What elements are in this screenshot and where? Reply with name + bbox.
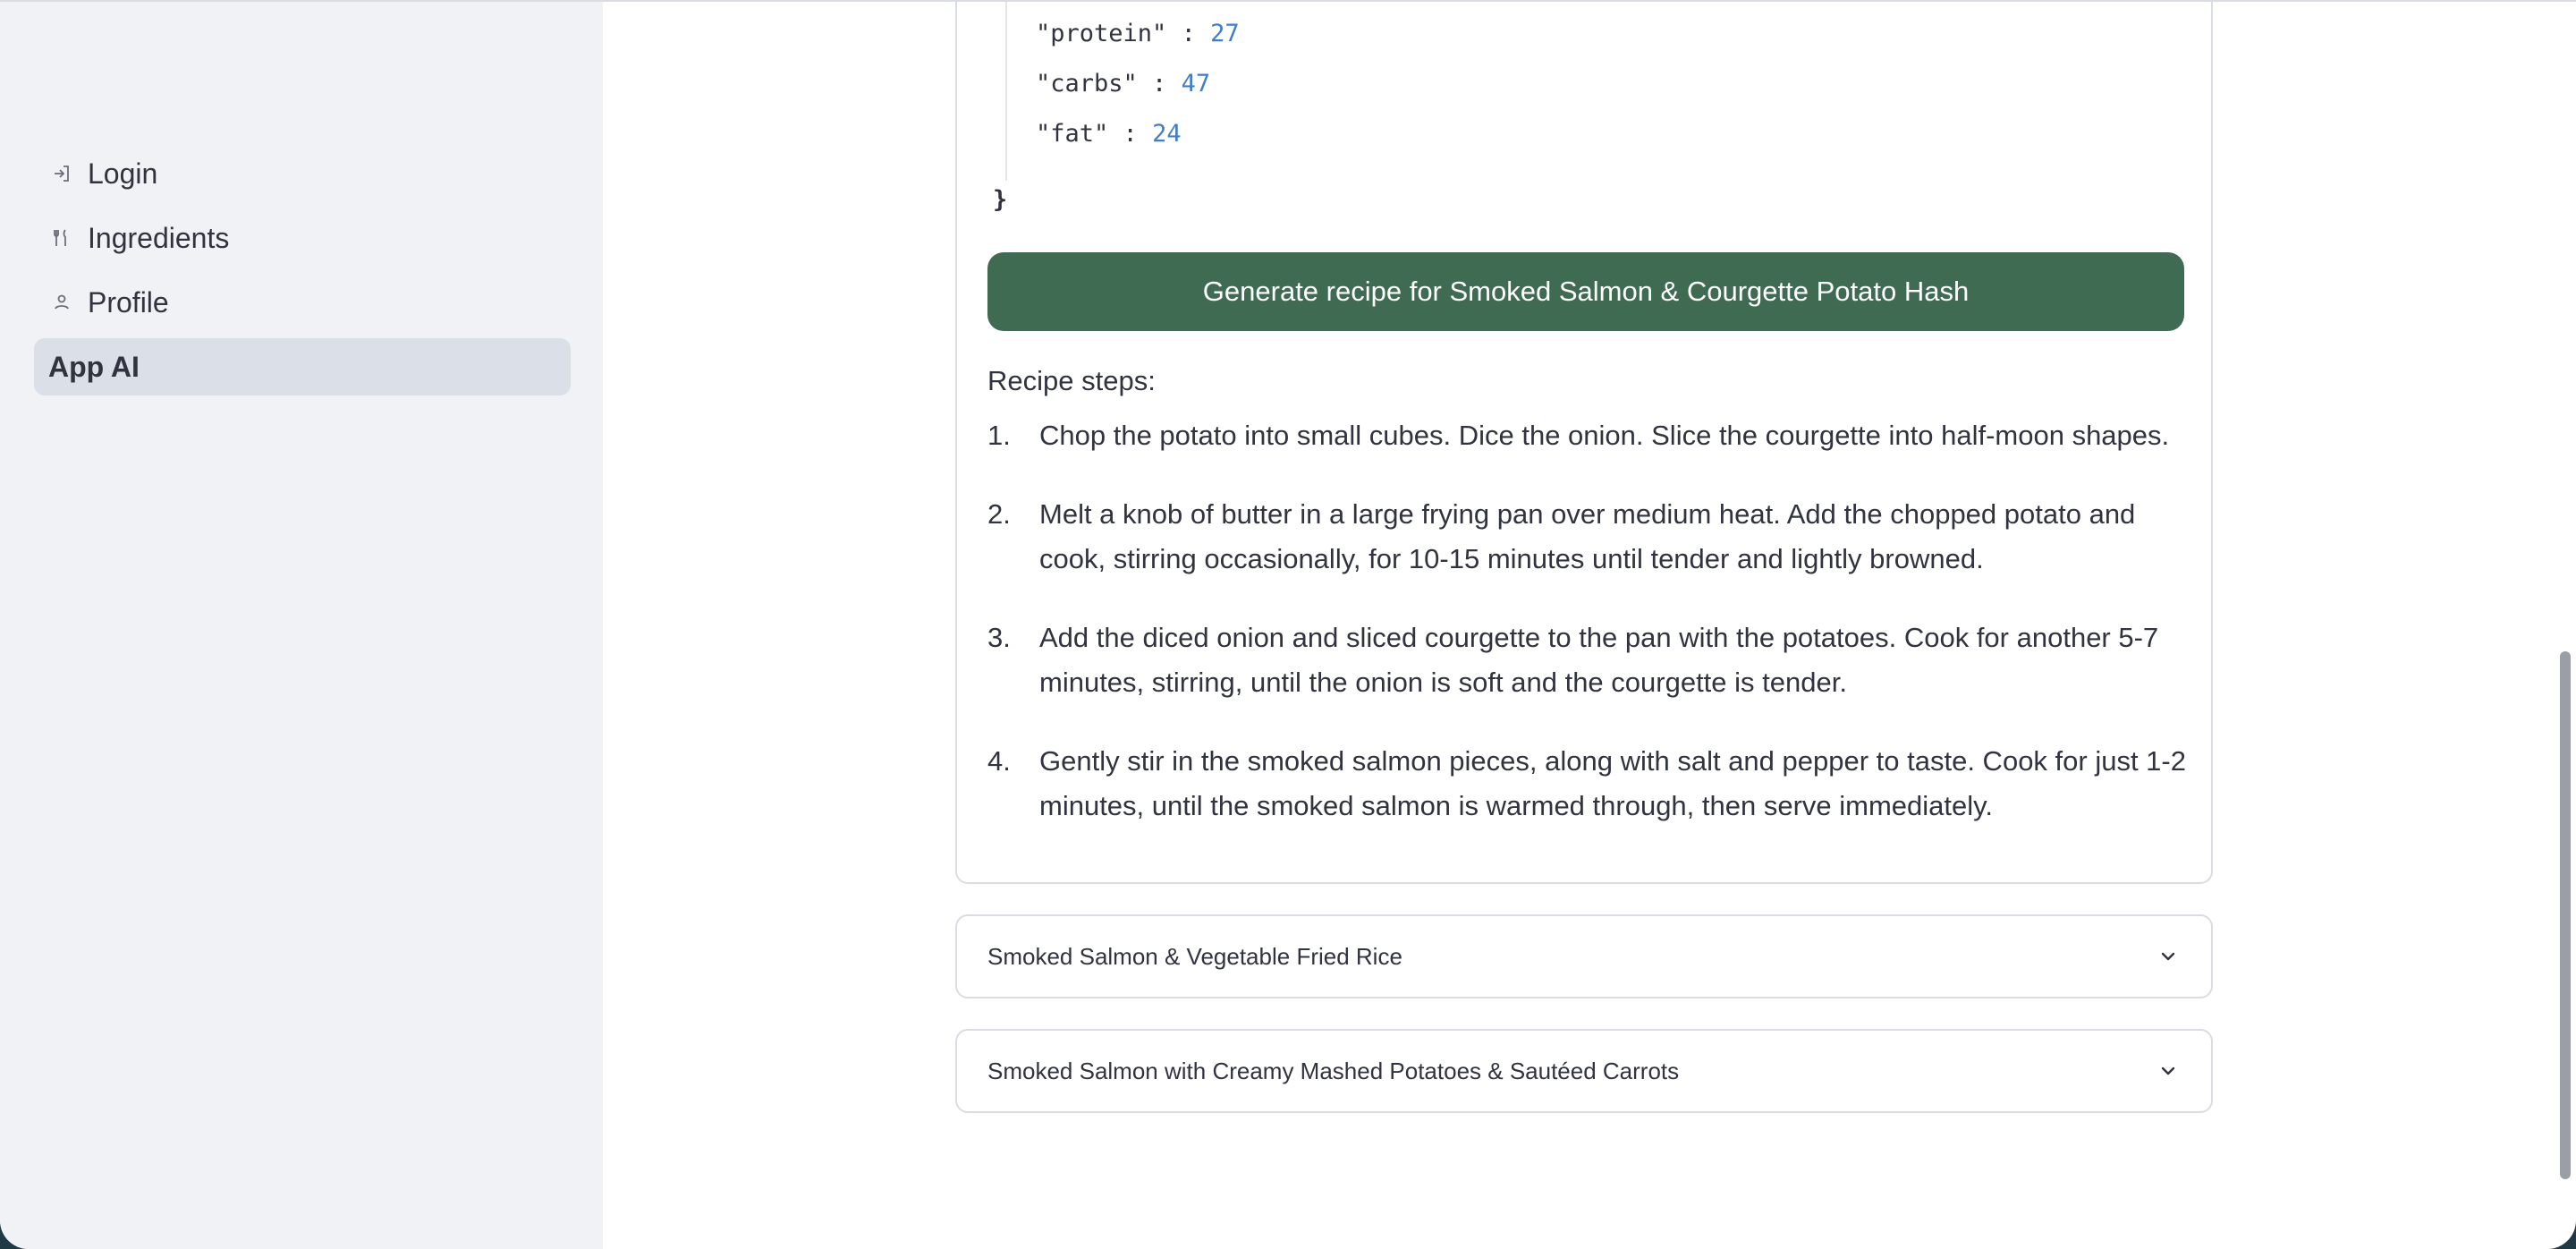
- recipe-expander-fried-rice[interactable]: [955, 914, 2213, 998]
- json-close-brace: }: [993, 186, 1008, 214]
- sidebar-item-ingredients[interactable]: [34, 209, 571, 267]
- recipe-step: [987, 739, 2186, 828]
- step-text: Gently stir in the smoked salmon pieces, along with salt and pepper to taste. Cook for just 1-2 minutes, until the smoked salmon is warmed through, then serve immediately.: [1039, 745, 2186, 821]
- recipe-card: [955, 0, 2213, 884]
- step-text: Melt a knob of butter in a large frying pan over medium heat. Add the chopped potato and cook, stirring occasionally, for 10-15 minutes until tender and lightly browned.: [1039, 498, 2136, 574]
- recipe-steps-title: Recipe steps:: [987, 365, 1156, 396]
- sidebar-item-profile[interactable]: [34, 274, 571, 331]
- expander-label: Smoked Salmon & Vegetable Fried Rice: [987, 942, 1402, 970]
- recipe-step: [987, 413, 2186, 458]
- sidebar-item-login[interactable]: [34, 145, 571, 202]
- step-number: 1.: [987, 420, 1011, 451]
- step-number: 4.: [987, 745, 1011, 777]
- sidebar-item-label: Ingredients: [88, 221, 230, 254]
- recipe-steps-list: [987, 413, 2186, 862]
- sidebar-nav: [34, 145, 571, 403]
- json-separator: :: [1137, 70, 1182, 98]
- json-value: 47: [1181, 70, 1211, 98]
- step-number: 2.: [987, 498, 1011, 530]
- recipe-expander-mashed-potatoes[interactable]: [955, 1029, 2213, 1113]
- recipe-step: [987, 616, 2186, 705]
- login-icon: [48, 160, 75, 187]
- scrollbar-thumb[interactable]: [2560, 651, 2571, 1179]
- json-line-fat: [1036, 116, 1182, 152]
- json-separator: :: [1108, 120, 1153, 148]
- json-key: "protein": [1036, 20, 1167, 47]
- sidebar-item-label: Login: [88, 157, 158, 190]
- json-value: 24: [1152, 120, 1182, 148]
- chevron-down-icon: [2156, 944, 2181, 969]
- sidebar: [0, 2, 603, 1249]
- expander-label: Smoked Salmon with Creamy Mashed Potatoes & Sautéed Carrots: [987, 1057, 1680, 1084]
- recipe-step: [987, 492, 2186, 582]
- json-line-carbs: [1036, 66, 1210, 102]
- json-value: 27: [1210, 20, 1240, 47]
- json-key: "fat": [1036, 120, 1109, 148]
- fork-knife-icon: [48, 225, 75, 251]
- chevron-down-icon: [2156, 1058, 2181, 1083]
- json-line-protein: [1036, 16, 1240, 52]
- generate-recipe-button[interactable]: Generate recipe for Smoked Salmon & Courgette Potato Hash: [987, 252, 2184, 331]
- step-text: Chop the potato into small cubes. Dice the onion. Slice the courgette into half-moon shapes.: [1039, 420, 2170, 451]
- main-content: [603, 2, 2576, 1249]
- json-key: "carbs": [1036, 70, 1138, 98]
- json-indent-guide: [1005, 0, 1007, 181]
- sidebar-item-label: App AI: [48, 350, 140, 383]
- json-line-calories: [1036, 0, 1268, 2]
- sidebar-item-app-ai[interactable]: [34, 338, 571, 395]
- step-number: 3.: [987, 622, 1011, 653]
- person-icon: [48, 289, 75, 316]
- sidebar-item-label: Profile: [88, 285, 169, 319]
- json-separator: :: [1166, 20, 1211, 47]
- step-text: Add the diced onion and sliced courgette to the pan with the potatoes. Cook for another 5-7 minutes, stirring, until the onion is soft and the courgette is tender.: [1039, 622, 2159, 698]
